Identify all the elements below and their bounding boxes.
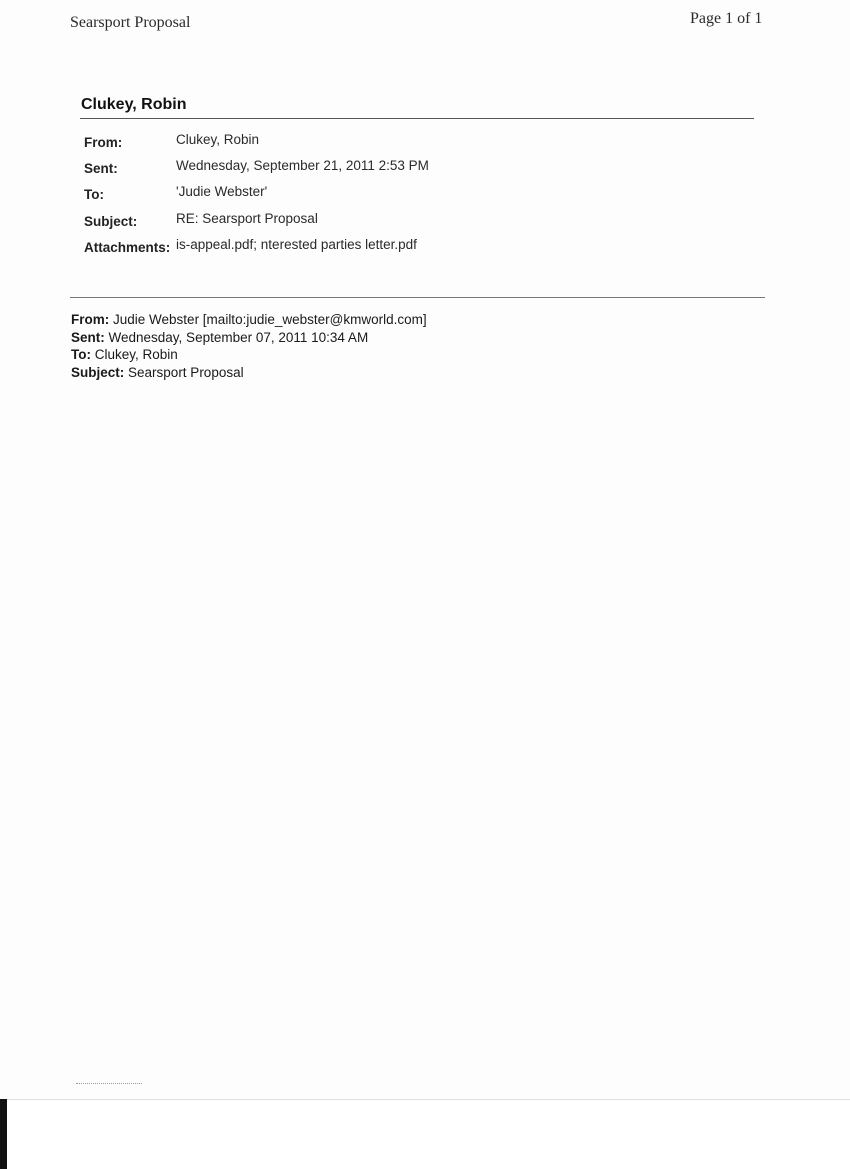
original-message-divider: [70, 297, 765, 298]
owner-divider: [80, 118, 754, 119]
original-message-header: [71, 311, 427, 381]
document-header-title: Searsport Proposal: [70, 14, 191, 31]
original-subject-label: Subject:: [71, 364, 125, 380]
mailbox-owner-name: Clukey, Robin: [81, 96, 187, 113]
scan-artifact-smudge: [76, 1083, 142, 1086]
header-row-attachments: [84, 237, 429, 263]
original-to-label: To:: [71, 347, 91, 362]
original-sent-line: [71, 329, 427, 347]
sent-value: Wednesday, September 21, 2011 2:53 PM: [176, 158, 429, 174]
header-row-sent: [84, 158, 429, 184]
subject-value: RE: Searsport Proposal: [176, 210, 318, 226]
original-from-value: Judie Webster [mailto:judie_webster@kmworld.com]: [113, 312, 427, 327]
original-from-label: From:: [71, 312, 110, 327]
original-to-value: Clukey, Robin: [94, 347, 178, 362]
original-from-line: [71, 311, 427, 329]
subject-label: Subject:: [84, 213, 138, 229]
attachments-label: Attachments:: [84, 239, 171, 255]
original-sent-label: Sent:: [71, 329, 105, 345]
sent-label: Sent:: [84, 161, 118, 177]
original-to-line: [71, 346, 427, 364]
message-header-fields: [84, 132, 429, 263]
original-sent-value: Wednesday, September 07, 2011 10:34 AM: [108, 329, 369, 345]
to-value: 'Judie Webster': [176, 184, 268, 200]
scan-edge-shadow: [0, 1099, 7, 1169]
to-label: To:: [84, 187, 104, 203]
attachments-value: is-appeal.pdf; nterested parties letter.pdf: [176, 236, 417, 252]
header-row-subject: [84, 211, 429, 237]
header-row-to: [84, 184, 429, 210]
from-value: Clukey, Robin: [176, 132, 260, 147]
scan-bottom-band: [0, 1099, 850, 1169]
header-row-from: [84, 132, 429, 158]
original-subject-line: [71, 364, 427, 382]
page-indicator: Page 1 of 1: [690, 10, 763, 27]
original-subject-value: Searsport Proposal: [128, 364, 244, 380]
from-label: From:: [84, 135, 123, 150]
